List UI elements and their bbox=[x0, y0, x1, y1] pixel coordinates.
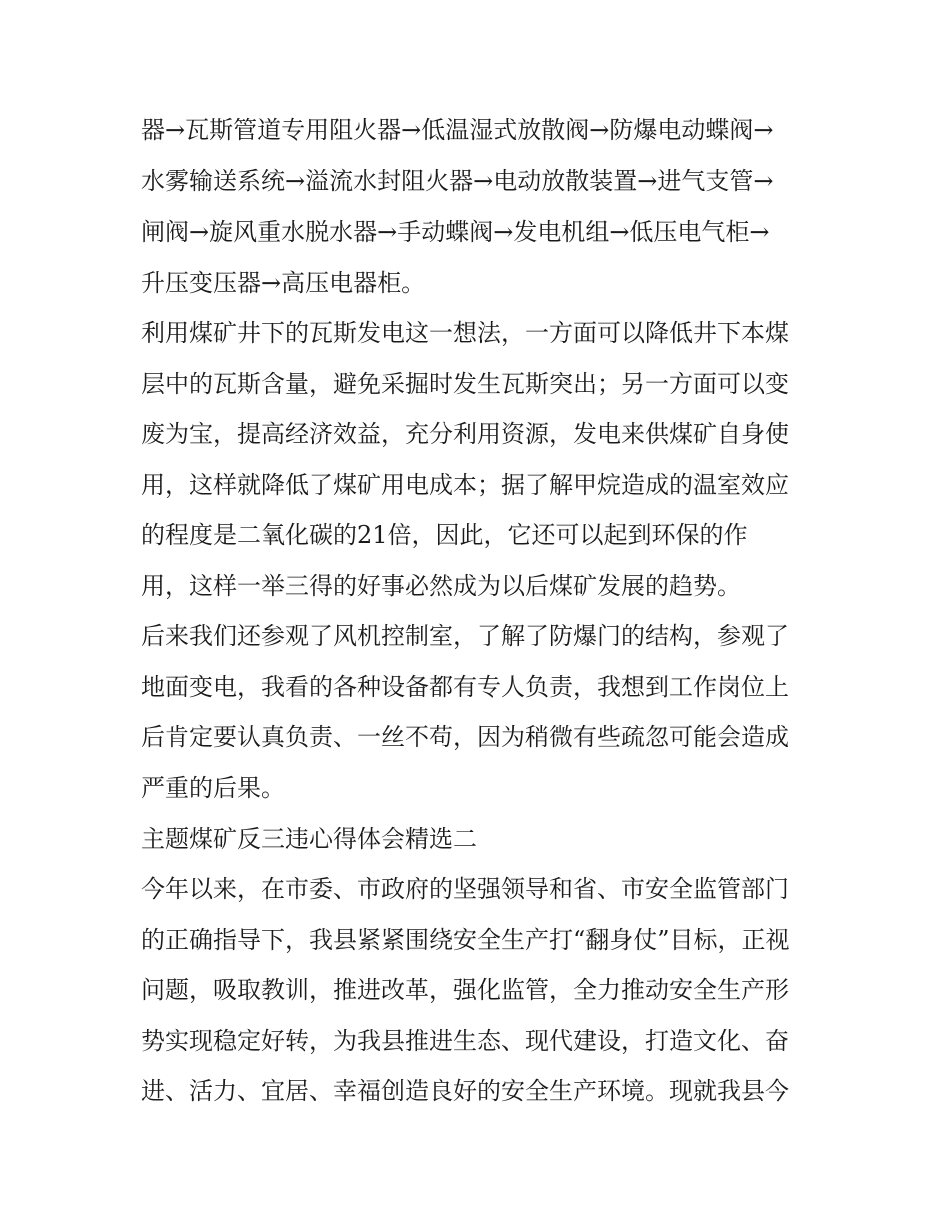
text-line: 用，这样就降低了煤矿用电成本；据了解甲烷造成的温室效应 bbox=[141, 471, 789, 499]
text-line: 闸阀→旋风重水脱水器→手动蝶阀→发电机组→低压电气柜→ bbox=[141, 218, 770, 246]
text-line: 器→瓦斯管道专用阻火器→低温湿式放散阀→防爆电动蝶阀→ bbox=[141, 116, 774, 144]
text-line: 今年以来，在市委、市政府的坚强领导和省、市安全监管部门 bbox=[141, 875, 789, 903]
text-line: 问题，吸取教训，推进改革，强化监管，全力推动安全生产形 bbox=[141, 976, 789, 1004]
text-line: 地面变电，我看的各种设备都有专人负责，我想到工作岗位上 bbox=[141, 673, 789, 701]
text-line: 后来我们还参观了风机控制室，了解了防爆门的结构，参观了 bbox=[141, 622, 789, 650]
text-line: 层中的瓦斯含量，避免采掘时发生瓦斯突出；另一方面可以变 bbox=[141, 370, 789, 398]
text-line: 废为宝，提高经济效益，充分利用资源，发电来供煤矿自身使 bbox=[141, 420, 789, 448]
text-line: 后肯定要认真负责、一丝不苟，因为稍微有些疏忽可能会造成 bbox=[141, 723, 789, 751]
text-line: 的正确指导下，我县紧紧围绕安全生产打“翻身仗”目标，正视 bbox=[141, 926, 790, 954]
text-line: 用，这样一举三得的好事必然成为以后煤矿发展的趋势。 bbox=[141, 572, 741, 600]
text-line: 的程度是二氧化碳的21倍，因此，它还可以起到环保的作 bbox=[141, 521, 748, 549]
text-line: 升压变压器→高压电器柜。 bbox=[141, 269, 426, 297]
text-line: 利用煤矿井下的瓦斯发电这一想法，一方面可以降低井下本煤 bbox=[141, 319, 789, 347]
text-line: 水雾输送系统→溢流水封阻火器→电动放散装置→进气支管→ bbox=[141, 167, 774, 195]
text-line: 严重的后果。 bbox=[141, 774, 285, 802]
text-line: 进、活力、宜居、幸福创造良好的安全生产环境。现就我县今 bbox=[141, 1077, 789, 1105]
text-line: 势实现稳定好转，为我县推进生态、现代建设，打造文化、奋 bbox=[141, 1027, 789, 1055]
section-heading: 主题煤矿反三违心得体会精选二 bbox=[141, 825, 477, 853]
